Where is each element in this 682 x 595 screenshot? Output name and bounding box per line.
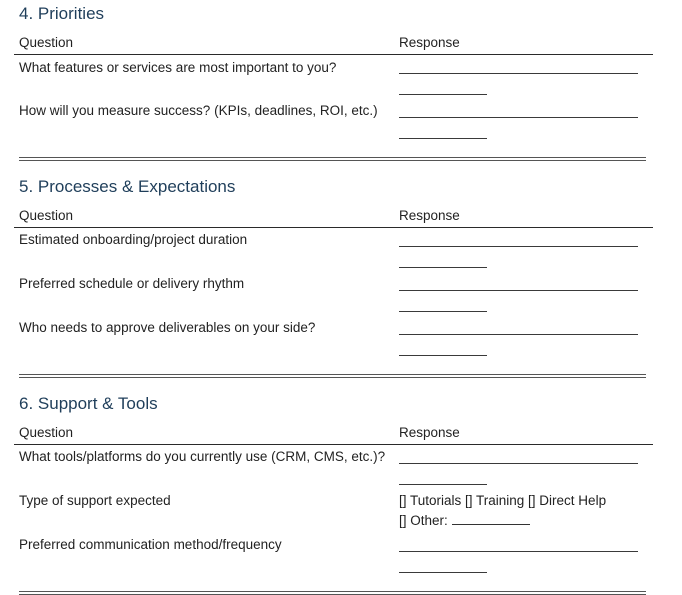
- response-field[interactable]: [399, 290, 638, 291]
- section-title-support: 6. Support & Tools: [19, 394, 158, 413]
- response-field[interactable]: [399, 94, 487, 95]
- response-field[interactable]: [399, 551, 638, 552]
- response-field[interactable]: [399, 138, 487, 139]
- response-field[interactable]: [399, 311, 487, 312]
- question-column-header: Question: [19, 35, 74, 50]
- response-field[interactable]: [399, 117, 638, 118]
- question-text: Preferred communication method/frequency: [19, 537, 282, 552]
- response-column-header: Response: [399, 208, 460, 223]
- question-text: What tools/platforms do you currently use (CRM, CMS, etc.)?: [19, 449, 386, 464]
- question-column-header: Question: [19, 425, 74, 440]
- response-column-header: Response: [399, 425, 460, 440]
- question-text: Who needs to approve deliverables on your side?: [19, 320, 316, 335]
- response-field[interactable]: [399, 246, 638, 247]
- other-support-field[interactable]: [452, 512, 530, 525]
- header-divider: [14, 444, 653, 445]
- response-field[interactable]: [399, 572, 487, 573]
- question-text: What features or services are most important to you?: [19, 60, 337, 75]
- section-divider: [19, 374, 646, 378]
- support-options-checkboxes[interactable]: [] Tutorials [] Training [] Direct Help: [399, 493, 607, 508]
- response-field[interactable]: [399, 73, 638, 74]
- question-column-header: Question: [19, 208, 74, 223]
- question-text: Estimated onboarding/project duration: [19, 232, 248, 247]
- other-option-label: [] Other:: [399, 513, 448, 528]
- response-field[interactable]: [399, 484, 487, 485]
- question-text: Preferred schedule or delivery rhythm: [19, 276, 245, 291]
- response-column-header: Response: [399, 35, 460, 50]
- response-field[interactable]: [399, 355, 487, 356]
- other-support-option[interactable]: [399, 511, 530, 531]
- response-field[interactable]: [399, 334, 638, 335]
- section-title-processes: 5. Processes & Expectations: [19, 177, 236, 196]
- section-divider: [19, 157, 646, 161]
- response-field[interactable]: [399, 267, 487, 268]
- question-text: Type of support expected: [19, 493, 171, 508]
- header-divider: [14, 227, 653, 228]
- section-divider: [19, 591, 646, 595]
- header-divider: [14, 54, 653, 55]
- response-field[interactable]: [399, 463, 638, 464]
- section-title-priorities: 4. Priorities: [19, 4, 105, 23]
- question-text: How will you measure success? (KPIs, deadlines, ROI, etc.): [19, 103, 378, 118]
